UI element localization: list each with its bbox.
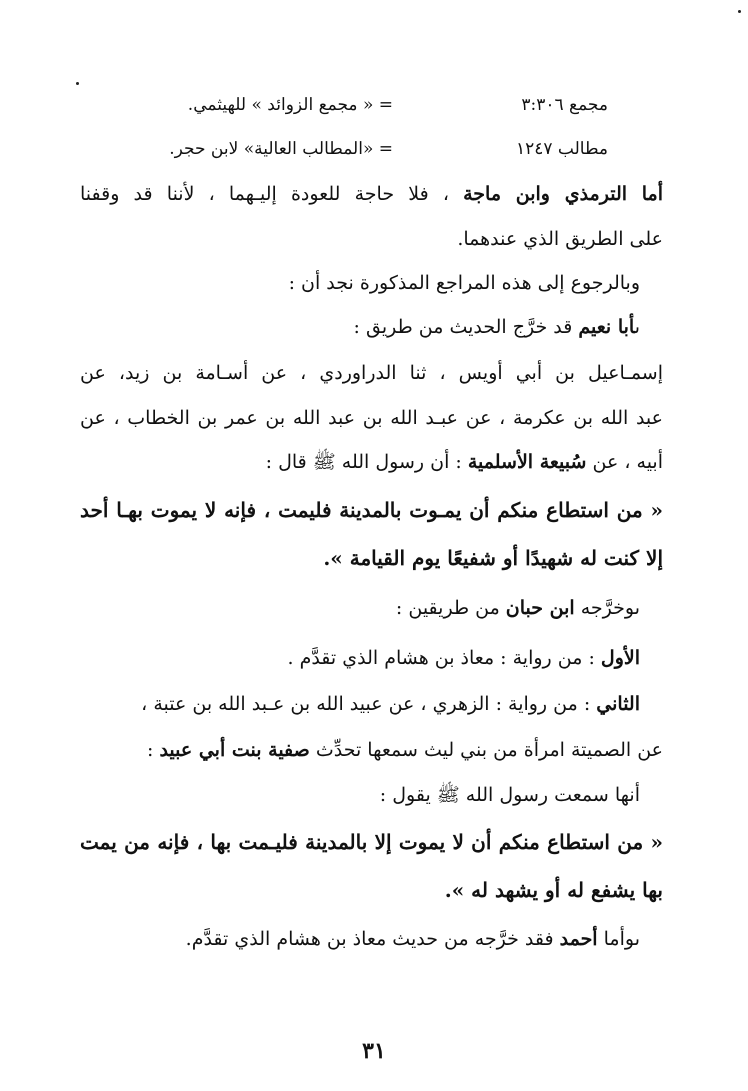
text-run: : من رواية : الزهري ، عن عبيد الله بن عـبد الله بن عتبة ، [141, 693, 591, 715]
ref-line [80, 92, 608, 118]
bold-term: أحمد [559, 928, 598, 950]
paragraph-line [80, 314, 640, 340]
paragraph-line: إسمـاعيل بن أبي أويس ، ثنا الدراوردي ، عن أسـامة بن زيد، عن [80, 362, 663, 384]
paragraph-line: عبد الله بن عكرمة ، عن عبـد الله بن عبد الله بن عمر بن الخطاب ، عن [80, 407, 663, 429]
ref-abbr: مطالب ١٢٤٧ [515, 139, 608, 159]
paragraph-line: وبالرجوع إلى هذه المراجع المذكورة نجد أن : [288, 272, 640, 294]
ref-abbr: مجمع ٣:٣٠٦ [521, 95, 608, 115]
bold-term: أما الترمذي وابن ماجة [463, 183, 664, 205]
paragraph-line [80, 181, 663, 207]
hadith-line: « من استطاع منكم أن لا يموت إلا بالمدينة فليـمت بها ، فإنه من يمت [80, 830, 663, 854]
bold-term: سُبيعة الأسلمية [467, 451, 587, 473]
paragraph-line [80, 926, 640, 952]
speck [76, 82, 79, 85]
ref-desc: = «المطالب العالية» لابن حجر. [169, 139, 393, 159]
paragraph-line [80, 595, 640, 621]
speck [738, 10, 741, 13]
text-run: وأما [603, 928, 635, 950]
bold-term: الأول [600, 647, 640, 669]
page-number: ٣١ [362, 1038, 386, 1064]
text-run: أبيه ، عن [592, 451, 663, 473]
ref-desc: = « مجمع الزوائد » للهيثمي. [187, 95, 393, 115]
paragraph-line [80, 449, 663, 475]
paragraph-line: أنها سمعت رسول الله ﷺ يقول : [379, 784, 640, 806]
paragraph-line [80, 645, 640, 671]
bold-term: صفية بنت أبي عبيد [159, 739, 310, 761]
text-run: : [146, 739, 154, 761]
text-run: : أن رسول الله ﷺ قال : [265, 451, 462, 473]
bold-term: الثاني [596, 693, 640, 715]
text-run: عن الصميتة امرأة من بني ليث سمعها تحدِّث [315, 739, 663, 761]
paragraph-line: على الطريق الذي عندهما. [457, 228, 663, 250]
paragraph-line [80, 691, 640, 717]
text-run: ، فلا حاجة للعودة إليـهما ، لأننا قد وقفنا [80, 183, 449, 205]
bullet-mark: ں [634, 597, 640, 619]
bold-term: ابن حبان [505, 597, 575, 619]
text-run: : من رواية : معاذ بن هشام الذي تقدَّم . [287, 647, 595, 669]
hadith-line: بها يشفع له أو يشهد له ». [444, 878, 663, 902]
text-run: قد خرَّج الحديث من طريق : [353, 316, 573, 338]
hadith-line: إلا كنت له شهيدًا أو شفيعًا يوم القيامة ». [323, 546, 663, 570]
bold-term: أبا نعيم [578, 316, 635, 338]
bullet-mark: ں [634, 928, 640, 950]
text-run: فقد خرَّجه من حديث معاذ بن هشام الذي تقدَّم. [185, 928, 554, 950]
bullet-mark: ں [634, 316, 640, 338]
text-run: وخرَّجه [580, 597, 635, 619]
ref-line [80, 136, 608, 162]
text-run: من طريقين : [395, 597, 500, 619]
hadith-line: « من استطاع منكم أن يمـوت بالمدينة فليمت ، فإنه لا يموت بهـا أحد [80, 498, 663, 522]
paragraph-line [80, 737, 663, 763]
